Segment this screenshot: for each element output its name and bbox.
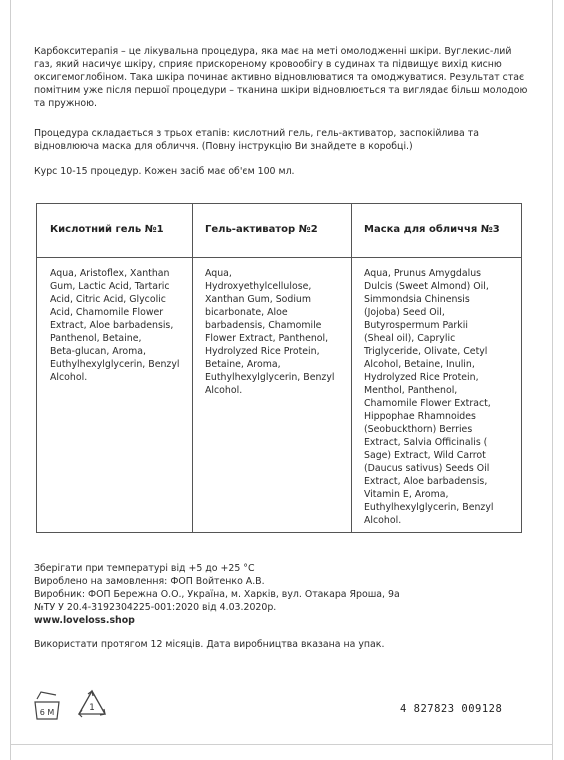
recycle-number: 1 bbox=[89, 703, 95, 713]
ingredients-face-mask: Aqua, Prunus Amygdalus Dulcis (Sweet Almond) Oil, Simmondsia Chinensis (Jojoba) Seed Oil, Butyrospermum Parkii (Sheal oil), Caprylic Triglyceride, Olivate, Cetyl Alcohol, Betaine, Inulin, Hydrolyzed Rice Protein, Menthol, Panthenol, Chamomile Flower Extract, Hippophae Rhamnoides (Seobuckthorn) Berries Extract, Salvia Officinalis ( Sage) Extract, Wild Carrot (Daucus sativus) Seeds Oil Extract, Aloe barbadensis, Vitamin E, Aroma, Euthylhexylglycerin, Benzyl Alcohol. bbox=[364, 268, 494, 526]
header-acid-gel: Кислотний гель №1 bbox=[50, 224, 164, 235]
usage-text: Використати протягом 12 місяців. Дата виробництва вказана на упак. bbox=[34, 639, 385, 650]
pao-label: 6 M bbox=[39, 708, 55, 717]
recycle-icon bbox=[74, 688, 110, 722]
table-divider bbox=[192, 204, 193, 532]
website-link[interactable]: www.loveloss.shop bbox=[34, 615, 135, 626]
ordered-by-text: Вироблено на замовлення: ФОП Войтенко А.В. bbox=[34, 576, 265, 587]
storage-text: Зберігати при температурі від +5 до +25 °С bbox=[34, 563, 255, 574]
header-face-mask: Маска для обличчя №3 bbox=[364, 224, 500, 235]
ingredients-acid-gel: Aqua, Aristoflex, Xanthan Gum, Lactic Acid, Tartaric Acid, Citric Acid, Glycolic Acid, Chamomile Flower Extract, Aloe barbadensis, Panthenol, Betaine, Beta-glucan, Aroma, Euthylhexylglycerin, Benzyl Alcohol. bbox=[50, 268, 180, 383]
table-divider bbox=[351, 204, 352, 532]
header-gel-activator: Гель-активатор №2 bbox=[205, 224, 318, 235]
course-text: Курс 10-15 процедур. Кожен засіб має об'єм 100 мл. bbox=[34, 166, 295, 177]
open-jar-icon bbox=[32, 690, 62, 722]
intro-paragraph: Карбокситерапія – це лікувальна процедура, яка має на меті омолодженні шкіри. Вуглекис-лий газ, який насичує шкіру, сприяє прискореному кровообігу в судинах та підвищує вихід кисню оксигемоглобіном. Така шкіра починає активно відновлюватися та омоджуватися. Результат стає помітним уже після першої процедури – тканина шкіри відновлюється та виглядає більш молодою та пружною. bbox=[34, 46, 528, 109]
barcode-number: 4 827823 009128 bbox=[400, 703, 503, 715]
package-right-edge bbox=[552, 0, 553, 760]
tu-text: №ТУ У 20.4-3192304225-001:2020 від 4.03.2020р. bbox=[34, 602, 277, 613]
ingredients-table bbox=[36, 203, 522, 533]
table-header-divider bbox=[37, 257, 521, 258]
package-left-edge bbox=[10, 0, 11, 760]
manufacturer-text: Виробник: ФОП Бережна О.О., Україна, м. Харків, вул. Отакара Яроша, 9а bbox=[34, 589, 400, 600]
ingredients-gel-activator: Aqua, Hydroxyethylcellulose, Xanthan Gum, Sodium bicarbonate, Aloe barbadensis, Chamomile Flower Extract, Panthenol, Hydrolyzed Rice Protein, Betaine, Aroma, Euthylhexylglycerin, Benzyl Alcohol. bbox=[205, 268, 335, 396]
procedure-paragraph: Процедура складається з трьох етапів: кислотний гель, гель-активатор, заспокійлива та відновлююча маска для обличчя. (Повну інструкцію Ви знайдете в коробці.) bbox=[34, 128, 479, 152]
package-fold-line bbox=[10, 744, 553, 745]
